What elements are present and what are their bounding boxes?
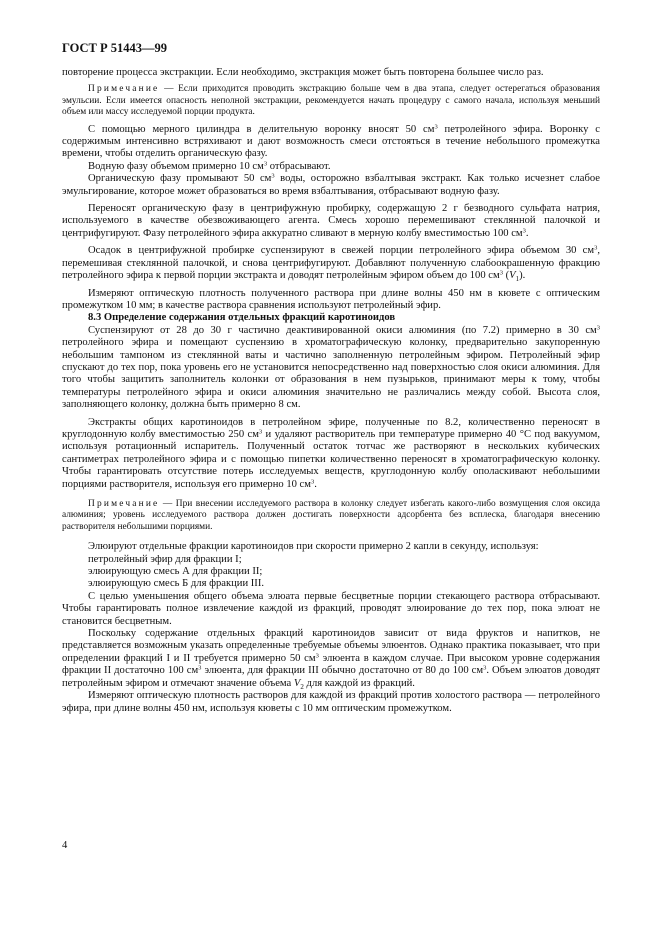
note-label: Примечание (88, 84, 160, 95)
paragraph (62, 417, 600, 491)
note-paragraph (62, 499, 600, 533)
document-header: ГОСТ Р 51443—99 (62, 41, 168, 55)
text-run: . (525, 227, 529, 239)
paragraph: Измеряют оптическую плотность полученного раствора при длине волны 450 нм в кювете с оптическим промежутком 10 мм; в качестве раствора сравнения используют петролейный эфир. (62, 287, 600, 311)
subscript: 1 (515, 275, 520, 284)
text-run: петролейного эфира. Воронку с содержимым интенсивно встряхивают и дают возможность смеси отстояться в течение небольшого промежутка времени, чтобы отделить органическую фазу. (62, 123, 601, 160)
text-run: . (314, 478, 317, 490)
paragraph (62, 245, 600, 282)
superscript: 3 (596, 324, 600, 332)
paragraph (62, 124, 600, 161)
superscript: 3 (271, 172, 275, 180)
paragraph: Измеряют оптическую плотность растворов для каждой из фракций против холостого раствора — петролейного эфира, при длине волны 450 нм, используя кюветы с 10 мм оптическим промежутком. (62, 690, 600, 714)
text-run: С помощью мерного цилиндра в делительную воронку вносят 50 см (88, 123, 435, 135)
text-run: Водную фазу объемом примерно 10 см (88, 160, 264, 172)
superscript: 3 (483, 664, 487, 672)
note-text: — Если приходится проводить экстракцию больше чем в два этапа, следует остерегаться образования эмульсии. Если имеется опасность неполной экстракции, рекомендуется начать процедуру с самого начала, используя меньший объем или массу исследуемой порции продукта. (62, 84, 600, 118)
paragraph (62, 161, 600, 173)
text-run: элюента в каждом случае. При высоком уровне содержания фракции II достаточно 100 см (62, 652, 600, 677)
paragraph-continuation: повторение процесса экстракции. Если необходимо, экстракция может быть повторена большее число раз. (62, 67, 544, 78)
note-label: Примечание (88, 499, 160, 509)
text-run: Поскольку содержание отдельных фракций каротиноидов зависит от вида фруктов и напитков, не представляется возможным указать определенные требуемые объемы элюентов. Однако практика показывает, что при определении фракций I и II требуется примерно 50 см (62, 628, 600, 664)
superscript: 3 (315, 652, 319, 660)
paragraph: С целью уменьшения общего объема элюата первые бесцветные порции стекающего раствора отбрасывают. Чтобы гарантировать полное извлечение каждой из фракций, проводят элюирование до тех пор, пока элюат не становится бесцветным. (62, 590, 600, 627)
variable-v: V (293, 677, 301, 689)
paragraph (62, 628, 600, 690)
superscript: 3 (198, 664, 202, 672)
paragraph (62, 173, 600, 198)
section-heading: 8.3 Определение содержания отдельных фракций каротиноидов (88, 312, 396, 324)
text-run: для каждой из фракций. (303, 677, 415, 689)
note-text: — При внесении исследуемого раствора в колонку следует избегать какого-либо возмущения слоя оксида алюминия; уровень исследуемого раствора должен достигать поверхности адсорбента без всплеска, благодаря внесению растворителя небольшими порциями. (62, 499, 600, 532)
text-run: и удаляют растворитель при температуре примерно 40 °С под вакуумом, используя ротационный испаритель. Полученный остаток тотчас же растворяют в нескольких кубических сантиметрах петролейного эфира и с помощью пипетки количественно переносят в хроматографическую колонку. Чтобы гарантировать отсутствие потерь исследуемых веществ, круглодонную колбу ополаскивают небольшими порциями растворителя, используя его примерно 10 см (62, 428, 600, 490)
superscript: 3 (522, 227, 526, 235)
superscript: 3 (258, 428, 263, 436)
text-run: Переносят органическую фазу в центрифужную пробирку, содержащую 2 г безводного сульфата натрия, используемого в качестве обезвоживающего агента. Смесь хорошо перемешивают стеклянной палочкой и центрифугируют. Фазу петролейного эфира аккуратно сливают в мерную колбу вместимостью 100 см (62, 203, 600, 239)
text-run: Органическую фазу промывают 50 см (88, 173, 272, 185)
paragraph (62, 203, 600, 240)
subscript: 2 (300, 682, 304, 691)
text-run: Суспензируют от 28 до 30 г частично деактивированной окиси алюминия (по 7.2) примерно в 30 см (88, 324, 597, 336)
text-run: воды, осторожно взбалтывая экстракт. Как только исчезнет слабое эмульгирование, которое может образоваться во время взбалтывания, отбрасывают водную фазу. (62, 173, 601, 197)
superscript: 3 (594, 244, 598, 252)
list-item: элюирующую смесь Б для фракции III. (88, 578, 264, 590)
text-run: Экстракты общих каротиноидов в петролейном эфире, полученные по 8.2, количественно переносят в круглодонную колбу вместимостью 250 см (62, 416, 600, 440)
text-run: ( (502, 270, 510, 282)
text-run: Осадок в центрифужной пробирке суспензируют в свежей порции петролейного эфира объемом 30 см (88, 245, 595, 257)
paragraph: Элюируют отдельные фракции каротиноидов при скорости примерно 2 капли в секунду, используя: (88, 541, 539, 553)
superscript: 3 (310, 478, 315, 486)
list-item: петролейный эфир для фракции I; (88, 553, 242, 565)
superscript: 3 (263, 160, 268, 168)
document-body (62, 67, 600, 715)
list-item: элюирующую смесь А для фракции II; (88, 566, 263, 578)
text-run: отбрасывают. (267, 160, 331, 172)
note-paragraph (62, 84, 600, 118)
paragraph (62, 325, 600, 412)
text-run: элюента, для фракции III обычно достаточно от 80 до 100 см (201, 665, 484, 677)
text-run: , перемешивая стеклянной палочкой, и снова центрифугируют. Добавляют полученную слабоокрашенную фракцию петролейного эфира к первой порции экстракта и доводят петролейным эфиром объем до 100 см (62, 245, 600, 282)
superscript: 3 (499, 269, 503, 277)
variable-v: V (509, 270, 516, 282)
superscript: 3 (434, 123, 438, 131)
page-number: 4 (62, 840, 68, 851)
text-run: . Объем элюатов доводят петролейным эфиром и отмечают значение объема (62, 665, 600, 689)
text-run: ). (519, 270, 526, 282)
text-run: петролейного эфира и помещают суспензию в хроматографическую колонку, предварительно закупоренную небольшим тампоном из стеклянной ваты и частично заполненную петролейным эфиром. Петролейный эфир спускают до тех пор, пока уровень его не установится непосредственно над поверхностью слоя окиси алюминия. Для того чтобы защитить заполнитель колонки от образования в нем пузырьков, принимают меры к тому, чтобы температуры петролейного эфира и окиси алюминия значительно не различались между собой. Высота слоя, заполняющего колонку, должна быть примерно 8 см. (62, 337, 600, 411)
